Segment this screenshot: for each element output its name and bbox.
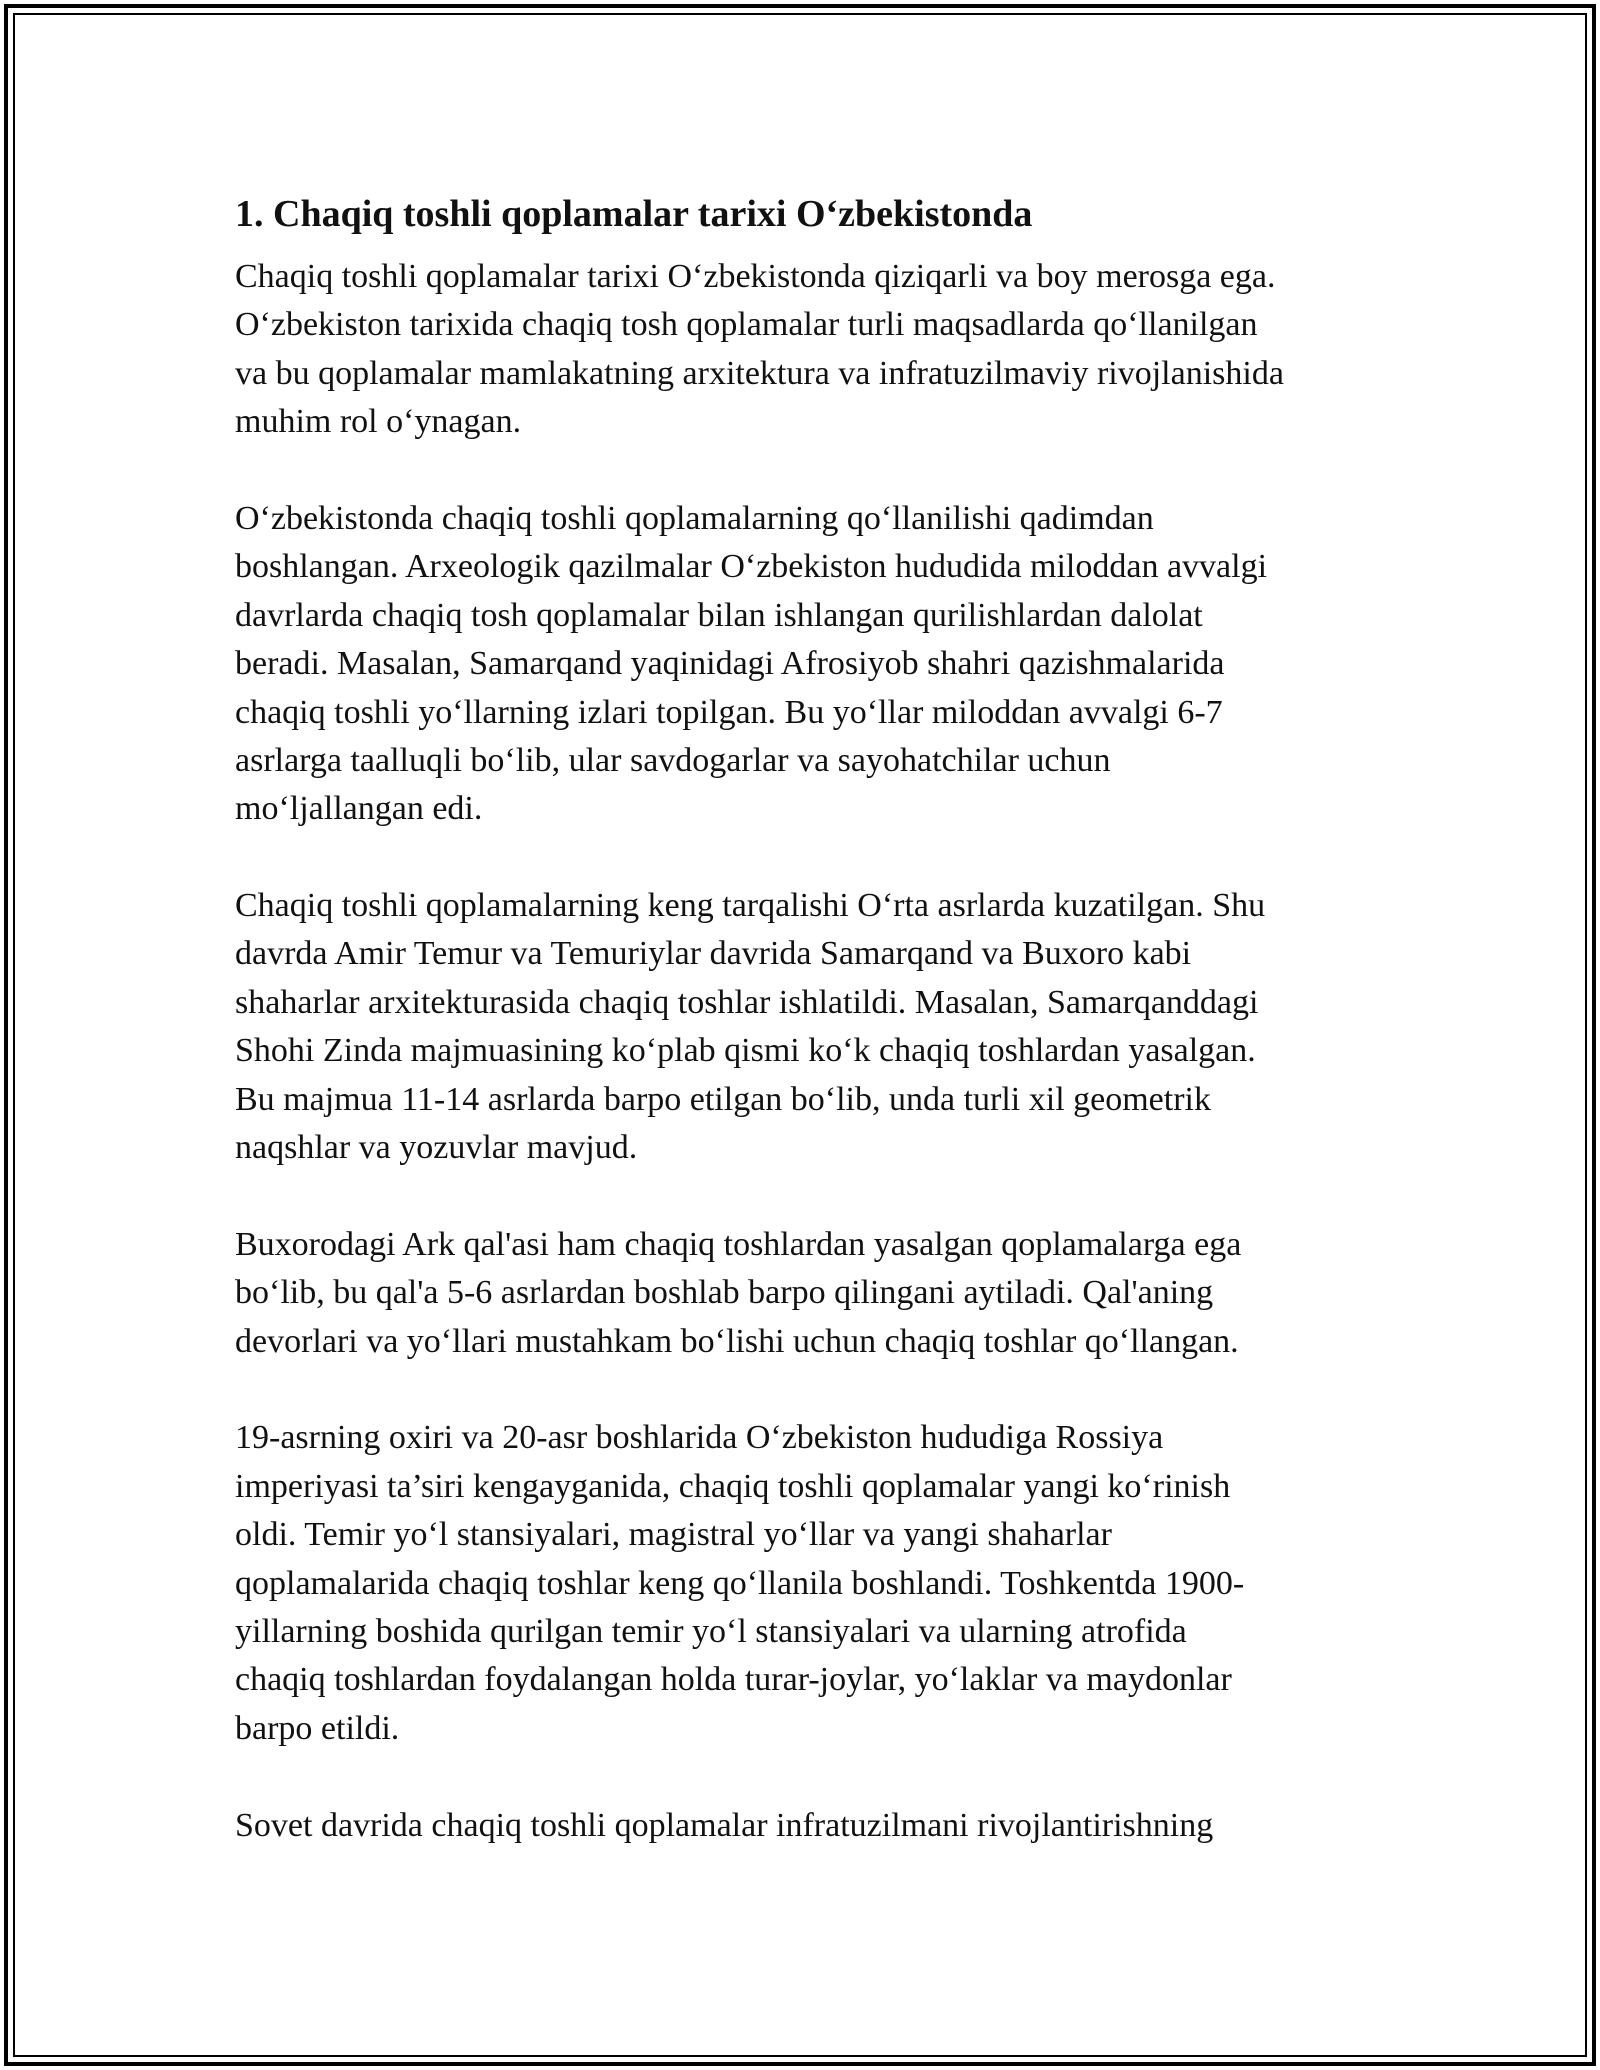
paragraph-3 [235,882,1385,1172]
document-body [235,185,1385,1898]
paragraph-line: naqshlar va yozuvlar mavjud. [235,1129,638,1167]
paragraph-line: qoplamalarida chaqiq toshlar keng qo‘llanila boshlandi. Toshkentda 1900- [235,1564,1245,1602]
paragraph-line: O‘zbekiston tarixida chaqiq tosh qoplamalar turli maqsadlarda qo‘llanilgan [235,306,1258,344]
paragraph-line: yillarning boshida qurilgan temir yo‘l stansiyalari va ularning atrofida [235,1612,1187,1650]
paragraph-line: bo‘lib, bu qal'a 5-6 asrlardan boshlab barpo qilingani aytiladi. Qal'aning [235,1274,1214,1312]
paragraph-6 [235,1802,1385,1850]
paragraph-line: O‘zbekistonda chaqiq toshli qoplamalarning qo‘llanilishi qadimdan [235,499,1154,537]
paragraph-line: beradi. Masalan, Samarqand yaqinidagi Afrosiyob shahri qazishmalarida [235,645,1225,683]
section-heading: 1. Chaqiq toshli qoplamalar tarixi O‘zbekistonda [235,193,1033,235]
paragraph-line: davrlarda chaqiq tosh qoplamalar bilan ishlangan qurilishlardan dalolat [235,596,1203,634]
paragraph-line: shaharlar arxitekturasida chaqiq toshlar ishlatildi. Masalan, Samarqanddagi [235,983,1259,1021]
paragraph-line: Chaqiq toshli qoplamalarning keng tarqalishi O‘rta asrlarda kuzatilgan. Shu [235,887,1266,925]
paragraph-line: muhim rol o‘ynagan. [235,403,522,441]
paragraph-line: mo‘ljallangan edi. [235,790,483,828]
paragraph-4 [235,1221,1385,1366]
paragraph-line: boshlangan. Arxeologik qazilmalar O‘zbekiston hududida miloddan avvalgi [235,548,1268,586]
paragraph-line: Bu majmua 11-14 asrlarda barpo etilgan bo‘lib, unda turli xil geometrik [235,1080,1211,1118]
paragraph-line: asrlarga taalluqli bo‘lib, ular savdogarlar va sayohatchilar uchun [235,741,1111,779]
paragraph-line: Chaqiq toshli qoplamalar tarixi O‘zbekistonda qiziqarli va boy merosga ega. [235,258,1276,295]
paragraph-line: Shohi Zinda majmuasining ko‘plab qismi ko‘k chaqiq toshlardan yasalgan. [235,1032,1256,1070]
paragraph-line: davrda Amir Temur va Temuriylar davrida Samarqand va Buxoro kabi [235,935,1192,973]
paragraph-line: barpo etildi. [235,1709,400,1747]
paragraph-line: imperiyasi ta’siri kengayganida, chaqiq toshli qoplamalar yangi ko‘rinish [235,1467,1231,1505]
paragraph-line: chaqiq toshli yo‘llarning izlari topilgan. Bu yo‘llar miloddan avvalgi 6-7 [235,693,1223,731]
paragraph-line: 19-asrning oxiri va 20-asr boshlarida O‘zbekiston hududiga Rossiya [235,1419,1164,1457]
paragraph-line: devorlari va yo‘llari mustahkam bo‘lishi uchun chaqiq toshlar qo‘llangan. [235,1322,1239,1360]
paragraph-line: Sovet davrida chaqiq toshli qoplamalar infratuzilmani rivojlantirishning [235,1806,1214,1844]
paragraph-line: chaqiq toshlardan foydalangan holda turar-joylar, yo‘laklar va maydonlar [235,1661,1232,1699]
paragraph-line: va bu qoplamalar mamlakatning arxitektura va infratuzilmaviy rivojlanishida [235,354,1284,392]
paragraph-2 [235,495,1385,834]
paragraph-line: Buxorodagi Ark qal'asi ham chaqiq toshlardan yasalgan qoplamalarga ega [235,1225,1242,1263]
paragraph-1 [235,253,1385,447]
paragraph-5 [235,1414,1385,1753]
paragraph-line: oldi. Temir yo‘l stansiyalari, magistral yo‘llar va yangi shaharlar [235,1516,1112,1554]
